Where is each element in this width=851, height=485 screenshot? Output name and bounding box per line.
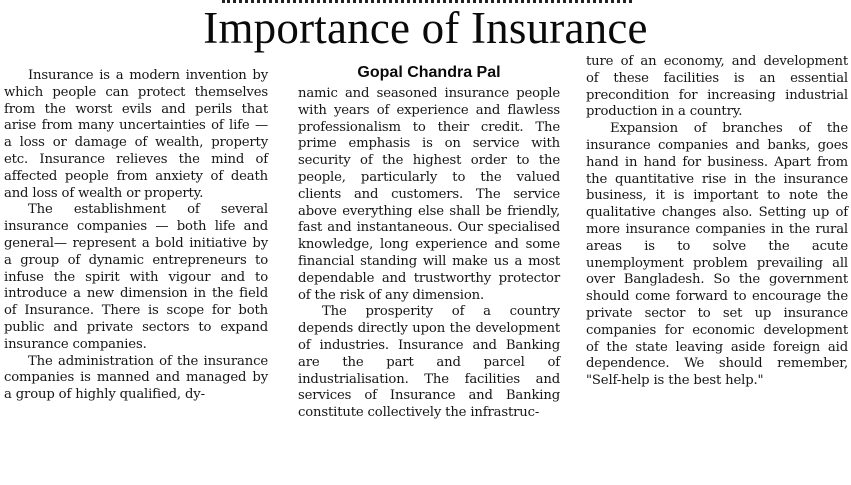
- article-title: Importance of Insurance: [203, 3, 648, 53]
- paragraph: ture of an economy, and development of these facilities is an essential precondition for increasing industrial production in a country.: [586, 54, 848, 120]
- paragraph: The administration of the insurance companies is manned and managed by a group of highly qualified, dy-: [4, 353, 268, 403]
- paragraph: namic and seasoned insurance people with years of experience and flawless professionalism to their credit. The prime emphasis is on service with security of the highest order to the people, particularly to the valued clients and customers. The service above everything else shall be friendly, fast and instantaneous. Our specialised knowledge, long experience and some financial standing will make us a most dependable and trustworthy protector of the risk of any dimension.: [298, 86, 560, 303]
- paragraph: Expansion of branches of the insurance companies and banks, goes hand in hand for business. Apart from the quantitative rise in the insurance business, it is important to note the qualitative changes also. Setting up of more insurance companies in the rural areas is to solve the acute unemployment problem prevailing all over Bangladesh. So the government should come forward to encourage the private sector to set up insurance companies for economic development of the state leaving aside foreign aid dependence. We should remember, "Self-help is the best help.": [586, 121, 848, 389]
- column-2: [298, 86, 560, 422]
- paragraph: Insurance is a modern invention by which people can protect themselves from the worst evils and perils that arise from many uncertainties of life — a loss or damage of wealth, property etc. Insurance relieves the mind of affected people from anxiety of death and loss of wealth or property.: [4, 68, 268, 201]
- paragraph: The establishment of several insurance companies — both life and general— represent a bold initiative by a group of dynamic entrepreneurs to infuse the spirit with vigour and to introduce a new dimension in the field of Insurance. There is scope for both public and private sectors to expand insurance companies.: [4, 202, 268, 352]
- column-1: [4, 68, 268, 404]
- author-byline: Gopal Chandra Pal: [357, 64, 501, 81]
- column-3: [586, 54, 848, 390]
- paragraph: The prosperity of a country depends directly upon the development of industries. Insurance and Banking are the part and parcel of industrialisation. The facilities and services of Insurance and Banking constitute collectively the infrastruc-: [298, 304, 560, 421]
